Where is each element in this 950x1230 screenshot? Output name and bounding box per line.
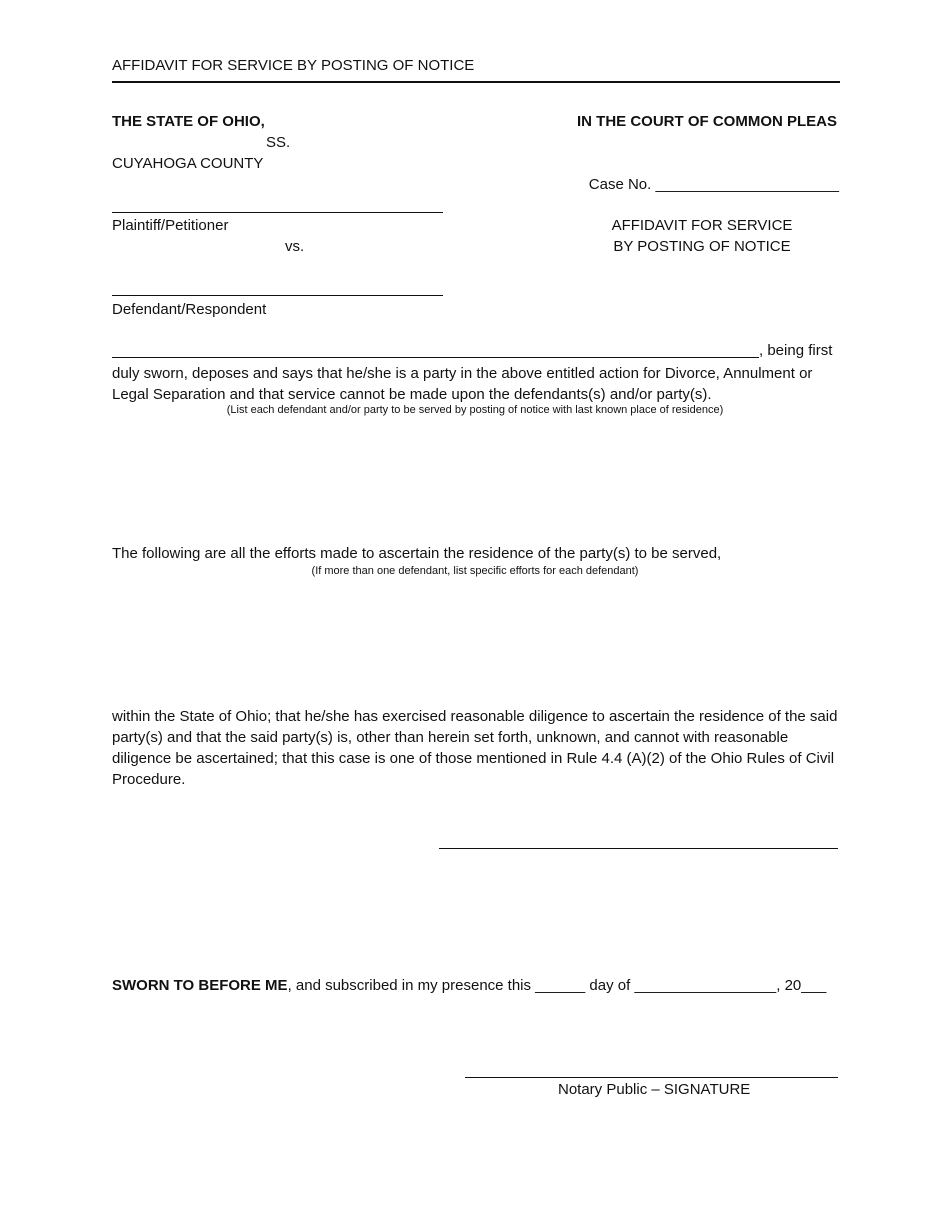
court-label: IN THE COURT OF COMMON PLEAS <box>577 113 837 130</box>
county-label: CUYAHOGA COUNTY <box>112 155 264 172</box>
affidavit-paragraph-1: duly sworn, deposes and says that he/she is a party in the above entitled action for Divorce, Annulment or Legal Separation and that service cannot be made upon the defendants(s) and/or party(s). <box>112 365 813 403</box>
being-first-text: , being first <box>759 342 833 359</box>
form-header-title: AFFIDAVIT FOR SERVICE BY POSTING OF NOTICE <box>112 57 475 74</box>
sworn-rest-text[interactable]: , and subscribed in my presence this ______ day of _________________, 20___ <box>287 977 827 994</box>
vs-label: vs. <box>285 238 305 255</box>
case-number-field[interactable]: Case No. ______________________ <box>588 176 839 193</box>
document-title-line1: AFFIDAVIT FOR SERVICE <box>611 217 793 234</box>
document-title-line2: BY POSTING OF NOTICE <box>613 238 791 255</box>
efforts-paragraph: The following are all the efforts made to ascertain the residence of the party(s) to be served, <box>112 545 722 562</box>
header-rule <box>112 81 840 83</box>
notary-signature-line[interactable] <box>465 1077 838 1078</box>
notary-label: Notary Public – SIGNATURE <box>558 1081 751 1098</box>
affiant-name-line[interactable] <box>112 357 759 358</box>
list-defendants-note: (List each defendant and/or party to be served by posting of notice with last known place of residence) <box>226 404 724 416</box>
efforts-note: (If more than one defendant, list specific efforts for each defendant) <box>311 565 639 577</box>
affiant-signature-line[interactable] <box>439 848 838 849</box>
defendant-name-line[interactable] <box>112 295 443 296</box>
diligence-paragraph: within the State of Ohio; that he/she has exercised reasonable diligence to ascertain the residence of the said party(s) and that the said party(s) is, other than herein set forth, unknown, and cannot with reasonable diligence be ascertained; that this case is one of those mentioned in Rule 4.4 (A)(2) of the Ohio Rules of Civil Procedure. <box>112 708 838 788</box>
plaintiff-name-line[interactable] <box>112 212 443 213</box>
ss-label: SS. <box>266 134 291 151</box>
sworn-bold-text: SWORN TO BEFORE ME <box>112 977 288 994</box>
sworn-statement <box>112 977 826 994</box>
state-label: THE STATE OF OHIO, <box>112 113 265 130</box>
defendant-label: Defendant/Respondent <box>112 301 267 318</box>
plaintiff-label: Plaintiff/Petitioner <box>112 217 229 234</box>
